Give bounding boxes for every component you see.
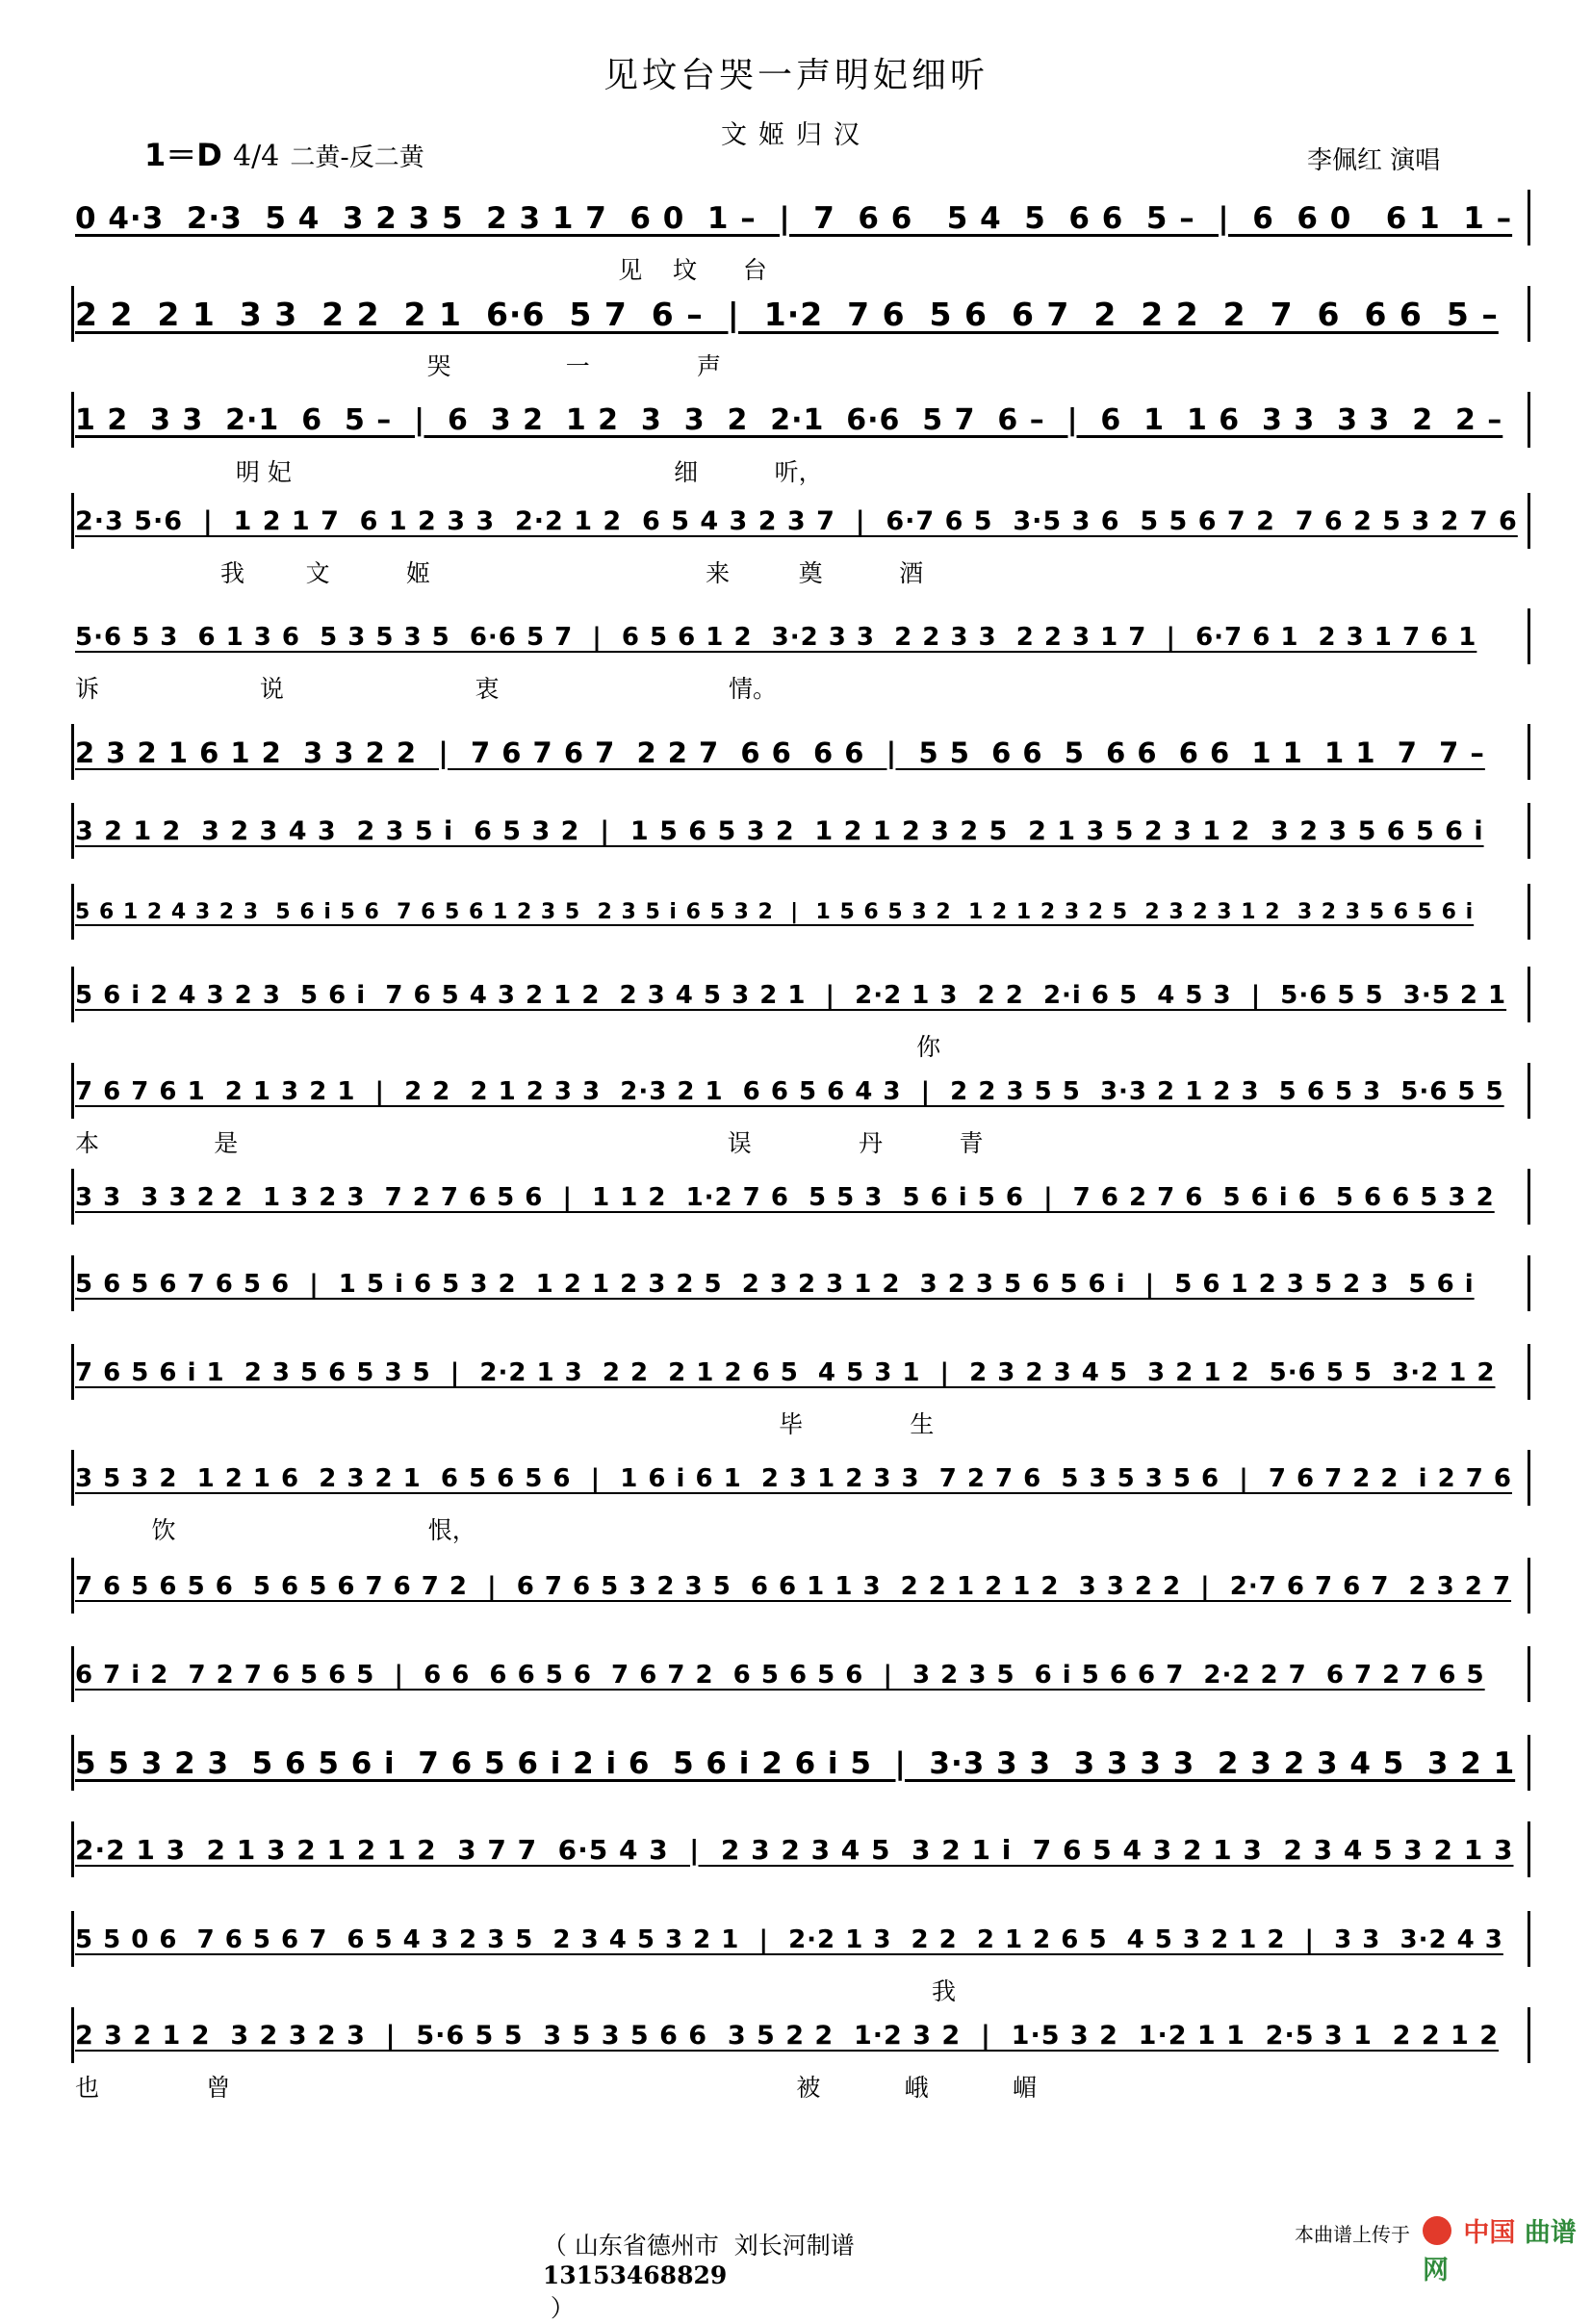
site-logo[interactable] bbox=[1423, 2211, 1586, 2285]
mode-label: 二黄-反二黄 bbox=[290, 143, 424, 172]
barline-start bbox=[71, 1821, 74, 1877]
barline-start bbox=[71, 1450, 74, 1506]
performer-label: 李佩红 演唱 bbox=[1307, 146, 1441, 175]
score-row bbox=[75, 197, 1530, 255]
notation-line: 5·6 5 3 6 1 3 6 5 3 5 3 5 6·6 5 7 | 6 5 6 1 2 3·2 3 3 2 2 3 3 2 2 3 1 7 | 6·7 6 1 2 3 1 7 6 1 bbox=[75, 623, 1477, 652]
lyrics-line bbox=[75, 1619, 1530, 1648]
notation-line: 6 7 i 2 7 2 7 6 5 6 5 | 6 6 6 6 5 6 7 6 7 2 6 5 6 5 6 | 3 2 3 5 6 i 5 6 6 7 2·2 2 7 6 7 2 7 6 5 bbox=[75, 1661, 1485, 1690]
lyrics-line bbox=[75, 1883, 1530, 1912]
lyrics-line: 我 bbox=[75, 1977, 957, 2005]
barline-end bbox=[1528, 1558, 1530, 1614]
barline-start bbox=[71, 884, 74, 940]
score-row bbox=[75, 1071, 1530, 1128]
score-row bbox=[75, 1565, 1530, 1623]
barline-start bbox=[71, 1911, 74, 1967]
lyrics-line bbox=[75, 1317, 1530, 1346]
barline-end bbox=[1528, 392, 1530, 448]
barline-start bbox=[71, 286, 74, 342]
score-row bbox=[75, 1654, 1530, 1712]
notation-line: 2 3 2 1 2 3 2 3 2 3 | 5·6 5 5 3 5 3 5 6 6 3 5 2 2 1·2 3 2 | 1·5 3 2 1·2 1 1 2·5 3 1 2 2 1 2 bbox=[75, 2021, 1500, 2051]
barline-start bbox=[71, 1255, 74, 1311]
lyrics-line bbox=[75, 1796, 1530, 1825]
barline-end bbox=[1528, 967, 1530, 1022]
score-row bbox=[75, 294, 1530, 351]
barline-start bbox=[71, 967, 74, 1022]
score-row bbox=[75, 1743, 1530, 1800]
notation-line: 1 2 3 3 2·1 6 5 – | 6 3 2 1 2 3 3 2 2·1 6·6 5 7 6 – | 6 1 1 6 3 3 3 3 2 2 – bbox=[75, 403, 1503, 437]
notation-line: 2 3 2 1 6 1 2 3 3 2 2 | 7 6 7 6 7 2 2 7 6 6 6 6 | 5 5 6 6 5 6 6 6 6 1 1 1 1 7 7 – bbox=[75, 736, 1485, 769]
upload-note: 本曲谱上传于 bbox=[1295, 2223, 1410, 2246]
score-row bbox=[75, 501, 1530, 558]
barline-start bbox=[71, 724, 74, 780]
score-row bbox=[75, 1458, 1530, 1515]
score-subtitle: 文姬归汉 bbox=[721, 120, 871, 150]
lyrics-line: 明 妃 细 听， bbox=[75, 458, 823, 486]
barline-end bbox=[1528, 286, 1530, 342]
score-row bbox=[75, 891, 1530, 949]
barline-end bbox=[1528, 1646, 1530, 1702]
notation-line: 5 5 3 2 3 5 6 5 6 i 7 6 5 6 i 2 i 6 5 6 i 2 6 i 5 | 3·3 3 3 3 3 3 3 2 3 2 3 4 5 3 2 1 bbox=[75, 1746, 1516, 1781]
lyrics-line bbox=[75, 865, 1530, 893]
score-row bbox=[75, 400, 1530, 457]
lyrics-line: 见 坟 台 bbox=[75, 256, 767, 284]
barline-start bbox=[71, 1735, 74, 1791]
lyrics-line bbox=[75, 1708, 1530, 1737]
score-row bbox=[75, 1919, 1530, 1976]
barline-start bbox=[71, 2007, 74, 2063]
site-logo-icon bbox=[1423, 2216, 1451, 2245]
barline-start bbox=[71, 1169, 74, 1225]
score-row bbox=[75, 1176, 1530, 1234]
barline-end bbox=[1528, 1821, 1530, 1877]
barline-end bbox=[1528, 190, 1530, 245]
lyrics-line: 饮 恨， bbox=[75, 1516, 476, 1544]
barline-end bbox=[1528, 1169, 1530, 1225]
barline-start bbox=[71, 493, 74, 549]
notation-line: 2 2 2 1 3 3 2 2 2 1 6·6 5 7 6 – | 1·2 7 6 5 6 6 7 2 2 2 2 7 6 6 6 5 – bbox=[75, 296, 1499, 333]
notation-line: 5 6 i 2 4 3 2 3 5 6 i 7 6 5 4 3 2 1 2 2 3 4 5 3 2 1 | 2·2 1 3 2 2 2·i 6 5 4 5 3 | 5·6 5 5 3·5 2 1 bbox=[75, 981, 1507, 1010]
barline-end bbox=[1528, 1735, 1530, 1791]
footer-credit bbox=[527, 2199, 855, 2324]
barline-start bbox=[71, 803, 74, 859]
lyrics-line bbox=[75, 945, 1530, 974]
barline-end bbox=[1528, 1344, 1530, 1400]
barline-end bbox=[1528, 803, 1530, 859]
notation-line: 5 6 1 2 4 3 2 3 5 6 i 5 6 7 6 5 6 1 2 3 5 2 3 5 i 6 5 3 2 | 1 5 6 5 3 2 1 2 1 2 3 2 5 2 3 2 3 1 2 3 2 3 5 6 5 6 i bbox=[75, 900, 1475, 924]
barline-end bbox=[1528, 1911, 1530, 1967]
barline-start bbox=[71, 1344, 74, 1400]
score-row bbox=[75, 2015, 1530, 2073]
barline-end bbox=[1528, 493, 1530, 549]
credit-text: （ 山东省德州市 刘长河制谱 bbox=[542, 2232, 855, 2259]
lyrics-line: 本 是 误 丹 青 bbox=[75, 1129, 984, 1157]
barline-end bbox=[1528, 1255, 1530, 1311]
notation-line: 2·3 5·6 | 1 2 1 7 6 1 2 3 3 2·2 1 2 6 5 4 3 2 3 7 | 6·7 6 5 3·5 3 6 5 5 6 7 2 7 6 2 5 3 2 7 6 bbox=[75, 506, 1518, 536]
barline-start bbox=[71, 1558, 74, 1614]
lyrics-line: 毕 生 bbox=[75, 1410, 935, 1438]
barline-end bbox=[1528, 724, 1530, 780]
barline-end bbox=[1528, 1450, 1530, 1506]
barline-start bbox=[71, 1646, 74, 1702]
notation-line: 5 6 5 6 7 6 5 6 | 1 5 i 6 5 3 2 1 2 1 2 3 2 5 2 3 2 3 1 2 3 2 3 5 6 5 6 i | 5 6 1 2 3 5 2 3 5 6 i bbox=[75, 1270, 1475, 1299]
site-name-part-2: 曲谱网 bbox=[1423, 2218, 1577, 2285]
lyrics-line: 也 曾 被 峨 嵋 bbox=[75, 2074, 1038, 2102]
score-row bbox=[75, 1352, 1530, 1409]
barline-start bbox=[71, 392, 74, 448]
site-name-part-1: 中国 bbox=[1463, 2218, 1516, 2248]
barline-end bbox=[1528, 608, 1530, 664]
score-row bbox=[75, 974, 1530, 1032]
barline-end bbox=[1528, 2007, 1530, 2063]
credit-close: ） bbox=[542, 2294, 575, 2322]
key-label: 1＝D bbox=[144, 137, 222, 173]
lyrics-line: 我 文 姬 来 奠 酒 bbox=[75, 559, 924, 587]
notation-line: 7 6 5 6 i 1 2 3 5 6 5 3 5 | 2·2 1 3 2 2 2 1 2 6 5 4 5 3 1 | 2 3 2 3 4 5 3 2 1 2 5·6 5 5 3·2 1 2 bbox=[75, 1358, 1496, 1387]
key-signature bbox=[144, 131, 424, 175]
score-title: 见坟台哭一声明妃细听 bbox=[603, 56, 989, 95]
score-row bbox=[75, 811, 1530, 868]
notation-line: 7 6 7 6 1 2 1 3 2 1 | 2 2 2 1 2 3 3 2·3 2 1 6 6 5 6 4 3 | 2 2 3 5 5 3·3 2 1 2 3 5 6 5 3 5·6 5 5 bbox=[75, 1077, 1504, 1106]
notation-line: 3 3 3 3 2 2 1 3 2 3 7 2 7 6 5 6 | 1 1 2 1·2 7 6 5 5 3 5 6 i 5 6 | 7 6 2 7 6 5 6 i 6 5 6 6 5 3 2 bbox=[75, 1183, 1495, 1212]
lyrics-line: 你 bbox=[75, 1033, 941, 1061]
notation-line: 0 4·3 2·3 5 4 3 2 3 5 2 3 1 7 6 0 1 – | 7 6 6 5 4 5 6 6 5 – | 6 6 0 6 1 1 – bbox=[75, 201, 1513, 236]
notation-line: 3 5 3 2 1 2 1 6 2 3 2 1 6 5 6 5 6 | 1 6 i 6 1 2 3 1 2 3 3 7 2 7 6 5 3 5 3 5 6 | 7 6 7 2 2 i 2 7 6 bbox=[75, 1464, 1512, 1493]
lyrics-line: 诉 说 衷 情。 bbox=[75, 675, 777, 703]
score-row bbox=[75, 1829, 1530, 1887]
notation-line: 3 2 1 2 3 2 3 4 3 2 3 5 i 6 5 3 2 | 1 5 6 5 3 2 1 2 1 2 3 2 5 2 1 3 5 2 3 1 2 3 2 3 5 6 5 6 i bbox=[75, 816, 1484, 846]
notation-line: 7 6 5 6 5 6 5 6 5 6 7 6 7 2 | 6 7 6 5 3 2 3 5 6 6 1 1 3 2 2 1 2 1 2 3 3 2 2 | 2·7 6 7 6 7 2 3 2 7 bbox=[75, 1572, 1512, 1601]
lyrics-line: 哭 一 声 bbox=[75, 352, 722, 380]
score-row bbox=[75, 616, 1530, 674]
lyrics-line bbox=[75, 1230, 1530, 1259]
meter-label: 4/4 bbox=[232, 140, 280, 173]
score-row bbox=[75, 1263, 1530, 1321]
score-row bbox=[75, 732, 1530, 789]
phone-number: 13153468829 bbox=[542, 2261, 728, 2289]
barline-end bbox=[1528, 1063, 1530, 1119]
barline-end bbox=[1528, 884, 1530, 940]
barline-start bbox=[71, 1063, 74, 1119]
notation-line: 2·2 1 3 2 1 3 2 1 2 1 2 3 7 7 6·5 4 3 | 2 3 2 3 4 5 3 2 1 i 7 6 5 4 3 2 1 3 2 3 4 5 3 2 1 3 bbox=[75, 1834, 1514, 1866]
notation-line: 5 5 0 6 7 6 5 6 7 6 5 4 3 2 3 5 2 3 4 5 3 2 1 | 2·2 1 3 2 2 2 1 2 6 5 4 5 3 2 1 2 | 3 3 3·2 4 3 bbox=[75, 1925, 1503, 1954]
